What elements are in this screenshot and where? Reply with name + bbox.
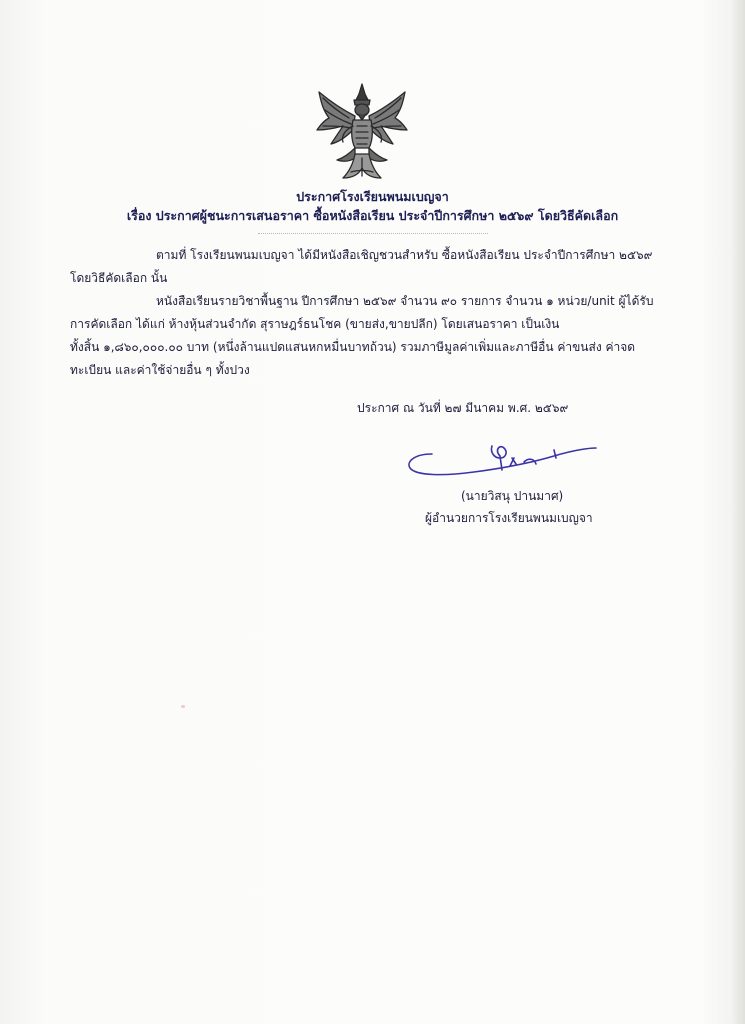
document-subject: เรื่อง ประกาศผู้ชนะการเสนอราคา ซื้อหนังสือเรียน ประจำปีการศึกษา ๒๕๖๙ โดยวิธีคัดเลือก: [126, 208, 619, 223]
signer-position: ผู้อำนวยการโรงเรียนพนมเบญจา: [425, 511, 593, 525]
paragraph-2-line-3: ทั้งสิ้น ๑,๘๖๐,๐๐๐.๐๐ บาท (หนึ่งล้านแปดแสนหกหมื่นบาทถ้วน) รวมภาษีมูลค่าเพิ่มและภาษีอื่น ค่าขนส่ง ค่าจด: [70, 340, 636, 354]
signer-name: (นายวิสนุ ปานมาศ): [461, 489, 564, 503]
garuda-emblem-icon: [309, 80, 415, 186]
scan-speck: [181, 705, 185, 708]
signature-icon: [404, 436, 604, 486]
paragraph-2-line-2: การคัดเลือก ได้แก่ ห้างหุ้นส่วนจำกัด สุราษฎร์ธนโชค (ขายส่ง,ขายปลีก) โดยเสนอราคา เป็นเงิน: [70, 317, 560, 331]
paragraph-1-line-1: ตามที่ โรงเรียนพนมเบญจา ได้มีหนังสือเชิญชวนสำหรับ ซื้อหนังสือเรียน ประจำปีการศึกษา ๒๕๖๙: [156, 248, 653, 262]
document-title: ประกาศโรงเรียนพนมเบญจา: [296, 189, 449, 204]
title-divider: [258, 233, 488, 234]
announcement-date: ประกาศ ณ วันที่ ๒๗ มีนาคม พ.ศ. ๒๕๖๙: [357, 401, 569, 415]
scan-shadow: [731, 0, 745, 1024]
paragraph-2-line-1: หนังสือเรียนรายวิชาพื้นฐาน ปีการศึกษา ๒๕๖๙ จำนวน ๙๐ รายการ จำนวน ๑ หน่วย/unit ผู้ได้รับ: [156, 294, 654, 308]
paragraph-1-line-2: โดยวิธีคัดเลือก นั้น: [70, 271, 168, 285]
paragraph-2-line-4: ทะเบียน และค่าใช้จ่ายอื่น ๆ ทั้งปวง: [70, 363, 250, 377]
